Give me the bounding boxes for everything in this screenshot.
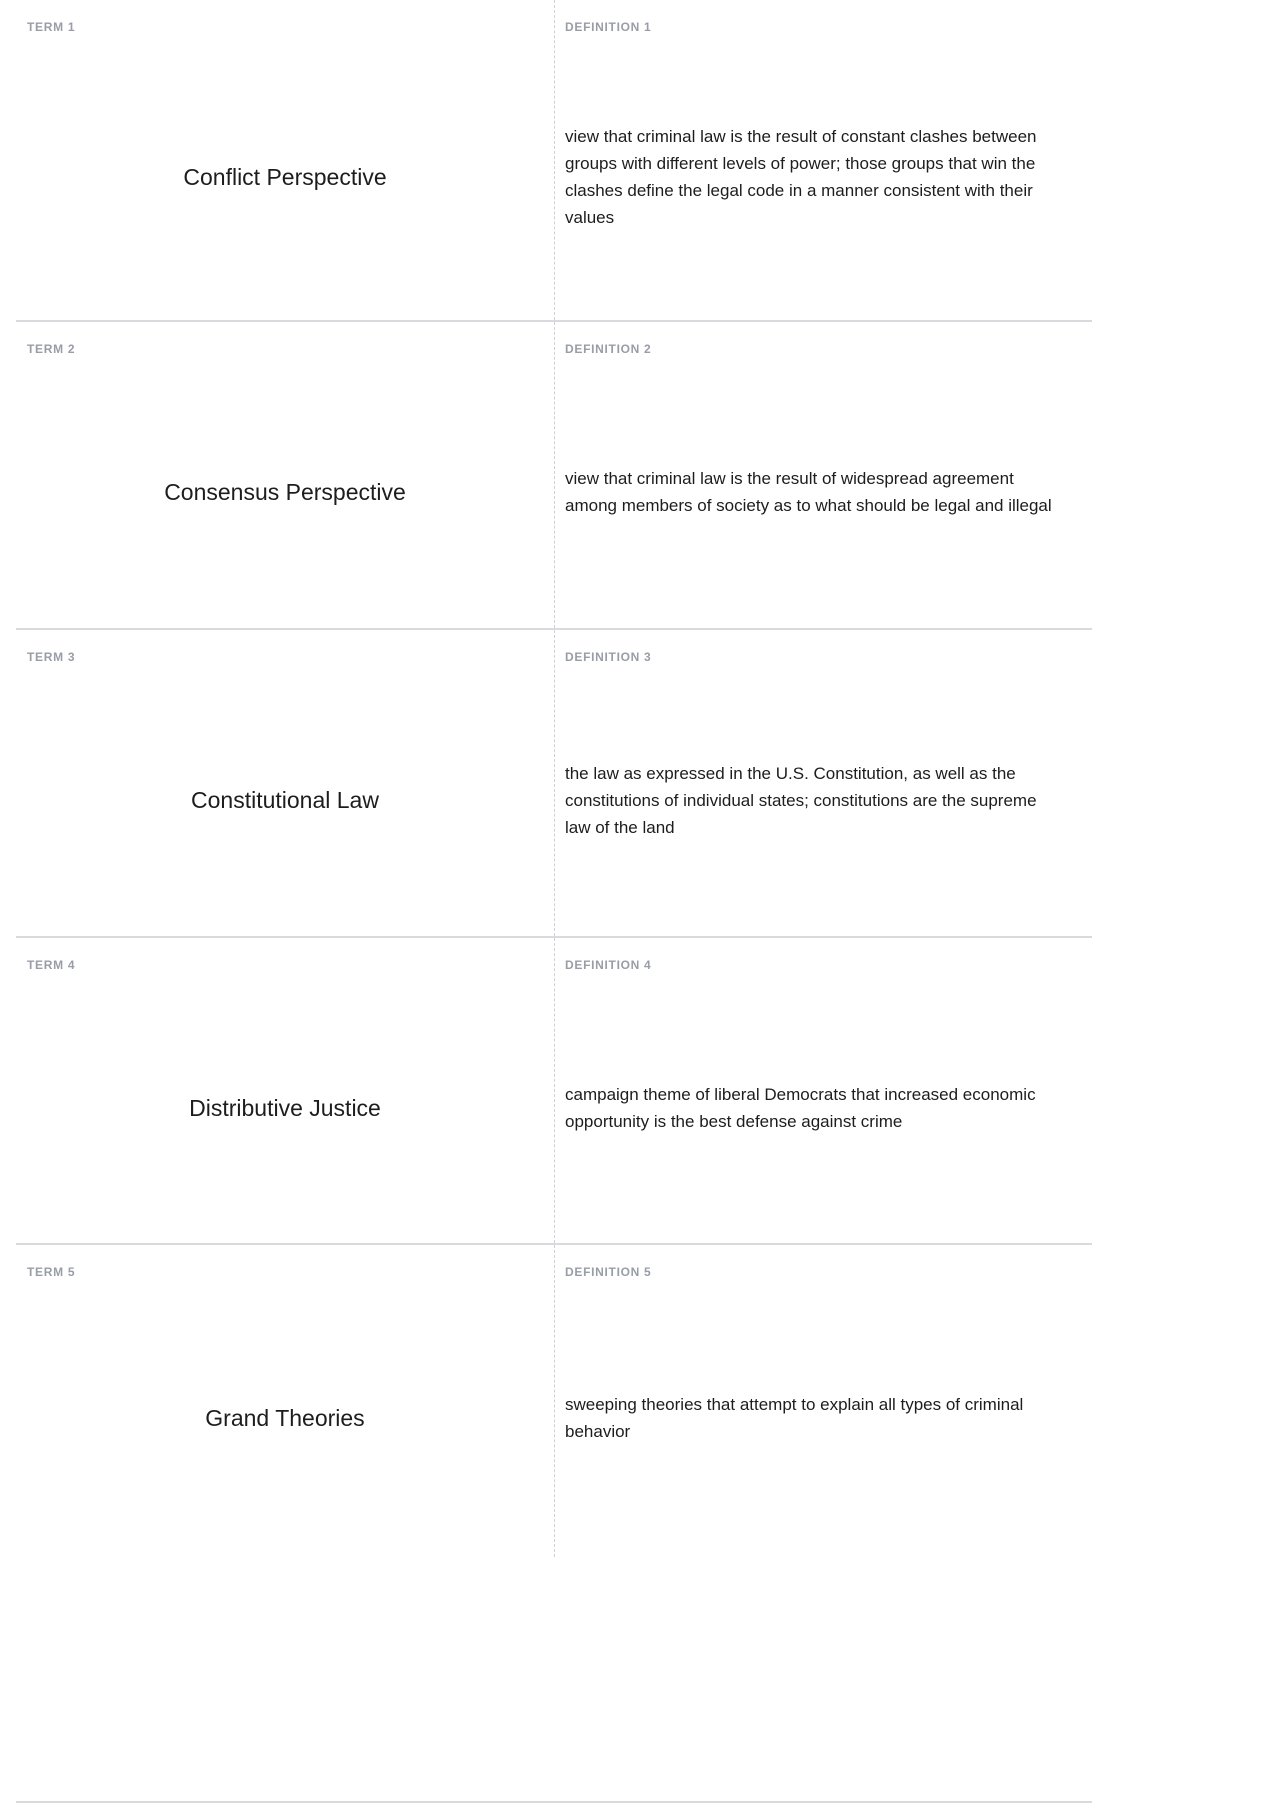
flashcard-row [16,322,1092,630]
definition-text: view that criminal law is the result of widespread agreement among members of society as to what should be legal and illegal [565,469,1052,515]
term-content [16,34,554,320]
term-text: Grand Theories [205,1405,365,1431]
term-column [16,938,554,1243]
flashcard-row [16,0,1092,322]
term-column [16,322,554,628]
page-end-divider [16,1801,1092,1803]
definition-label: DEFINITION 3 [565,650,652,664]
definition-text: the law as expressed in the U.S. Constitution, as well as the constitutions of individual states; constitutions are the supreme law of the land [565,763,1037,837]
term-label: TERM 4 [27,958,76,972]
definition-column [554,1245,1092,1557]
definition-text: sweeping theories that attempt to explain all types of criminal behavior [565,1395,1024,1441]
definition-column [554,322,1092,628]
definition-content [555,1279,1092,1557]
term-content [16,664,554,936]
definition-column [554,0,1092,320]
definition-label: DEFINITION 1 [565,20,652,34]
definition-content [555,34,1092,320]
term-label: TERM 1 [27,20,76,34]
term-content [16,972,554,1243]
definition-label: DEFINITION 4 [565,958,652,972]
term-label: TERM 5 [27,1265,76,1279]
definition-column [554,938,1092,1243]
definition-content [555,972,1092,1243]
term-column [16,1245,554,1557]
definition-text: campaign theme of liberal Democrats that increased economic opportunity is the best defense against crime [565,1084,1036,1131]
definition-label: DEFINITION 5 [565,1265,652,1279]
term-column [16,0,554,320]
flashcard-row [16,630,1092,938]
term-text: Constitutional Law [191,787,379,813]
bottom-spacer [0,1557,1280,1801]
term-content [16,1279,554,1557]
definition-text: view that criminal law is the result of constant clashes between groups with different levels of power; those groups that win the clashes define the legal code in a manner consistent with their values [565,127,1037,227]
term-label: TERM 3 [27,650,76,664]
flashcard-row [16,938,1092,1245]
term-label: TERM 2 [27,342,76,356]
term-text: Consensus Perspective [164,479,406,505]
flashcard-row [16,1245,1092,1557]
definition-label: DEFINITION 2 [565,342,652,356]
definition-column [554,630,1092,936]
term-text: Conflict Perspective [183,164,387,190]
term-content [16,356,554,628]
definition-content [555,356,1092,628]
term-column [16,630,554,936]
term-text: Distributive Justice [189,1094,381,1121]
definition-content [555,664,1092,936]
